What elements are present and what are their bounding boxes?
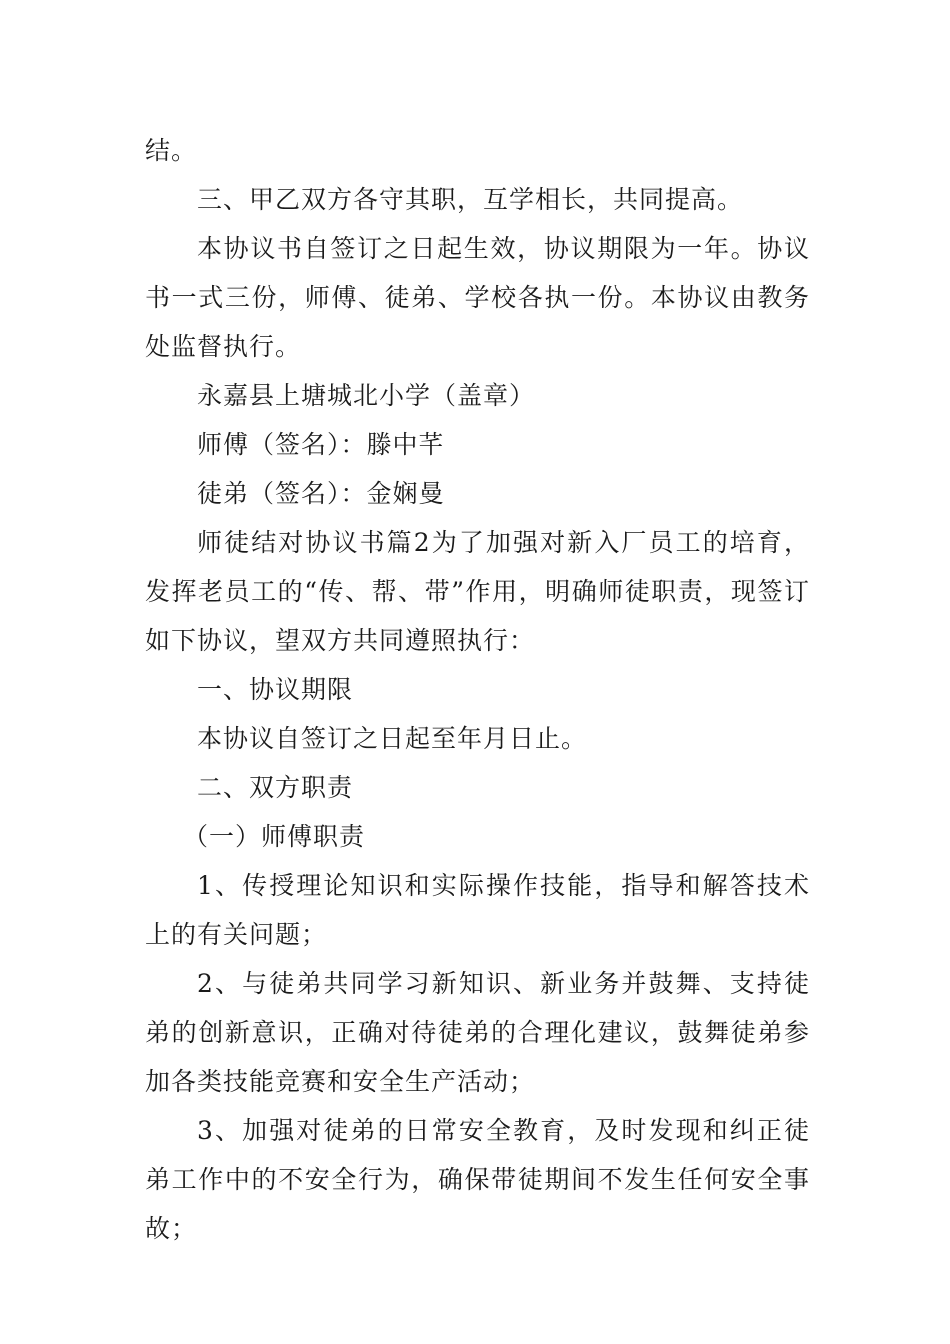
heading-duties: 二、双方职责 [197, 773, 354, 802]
heading-agreement-term: 一、协议期限 [197, 675, 354, 704]
paragraph-term-detail: 本协议自签订之日起至年月日止。 [197, 724, 588, 753]
list-item-duty-1: 1、传授理论知识和实际操作技能，指导和解答技术上的有关问题； [145, 871, 810, 949]
paragraph-validity: 本协议书自签订之日起生效，协议期限为一年。协议书一式三份，师傅、徒弟、学校各执一份。本协议由教务处监督执行。 [145, 234, 810, 361]
paragraph-school-seal: 永嘉县上塘城北小学（盖章） [197, 381, 536, 410]
heading-master-duties: （一）师傅职责 [183, 822, 366, 851]
list-item-duty-2: 2、与徒弟共同学习新知识、新业务并鼓舞、支持徒弟的创新意识，正确对待徒弟的合理化建议，鼓舞徒弟参加各类技能竞赛和安全生产活动； [145, 969, 810, 1096]
document-body [145, 126, 810, 1253]
paragraph-clause-three: 三、甲乙双方各守其职，互学相长，共同提高。 [197, 185, 744, 214]
paragraph-agreement-two-intro: 师徒结对协议书篇2为了加强对新入厂员工的培育，发挥老员工的“传、帮、带”作用，明确师徒职责，现签订如下协议，望双方共同遵照执行： [145, 528, 810, 655]
paragraph-master-signature: 师傅（签名）：滕中芊 [197, 430, 445, 459]
list-item-duty-3: 3、加强对徒弟的日常安全教育，及时发现和纠正徒弟工作中的不安全行为，确保带徒期间不发生任何安全事故； [145, 1116, 810, 1243]
paragraph-continuation: 结。 [145, 136, 198, 165]
paragraph-apprentice-signature: 徒弟（签名）：金娴曼 [197, 479, 445, 508]
